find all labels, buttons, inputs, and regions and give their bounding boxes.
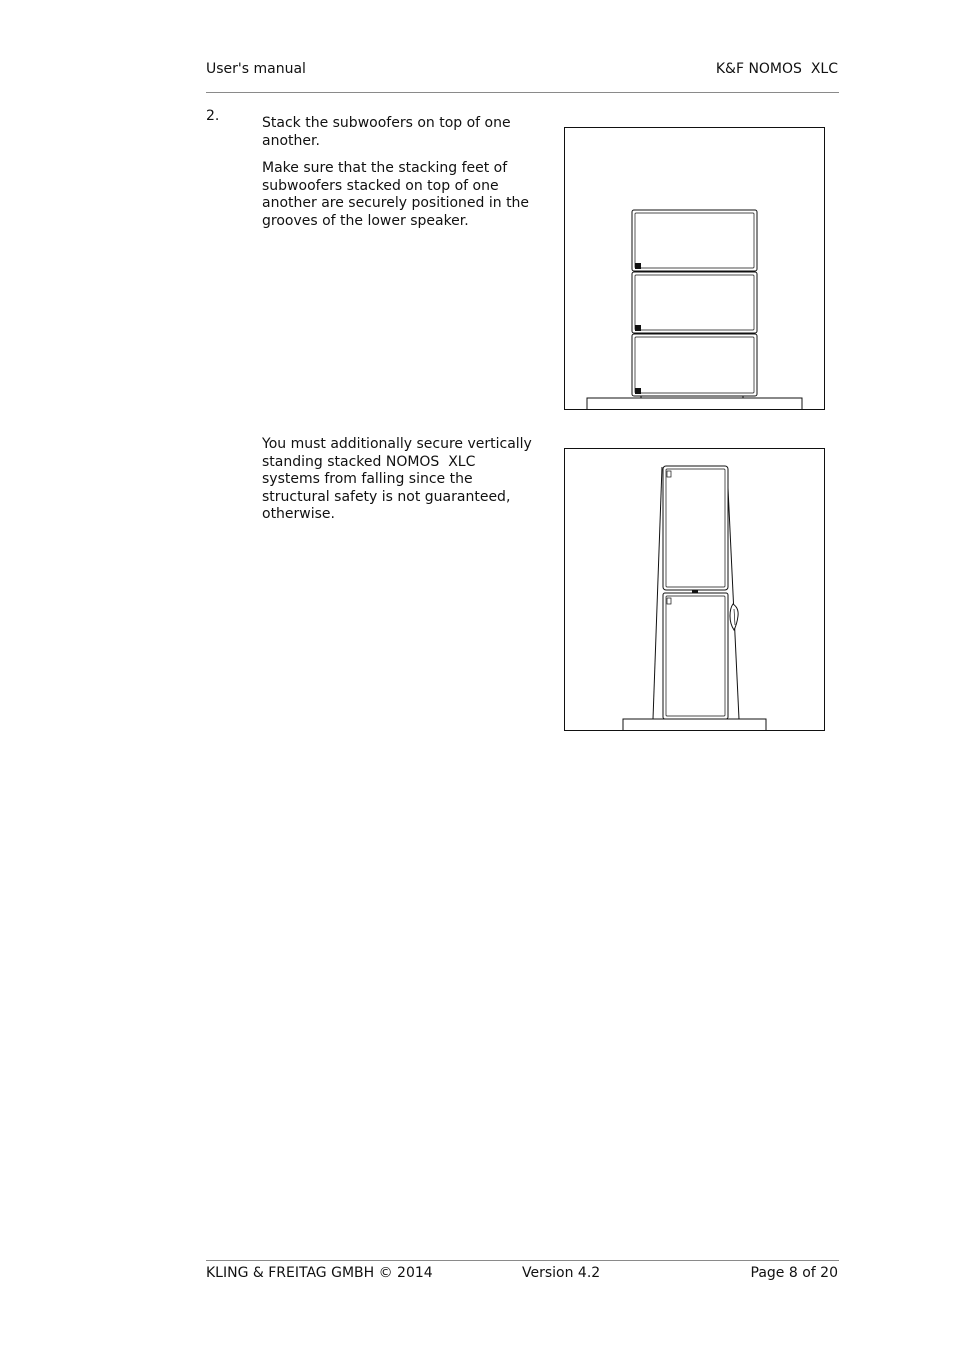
instruction-paragraph-stack: Stack the subwoofers on top of one another. bbox=[262, 115, 516, 149]
stacked-subwoofers-figure bbox=[564, 127, 825, 410]
footer-divider bbox=[206, 1260, 839, 1261]
vertical-stack-figure bbox=[564, 448, 825, 731]
stacked-subwoofers-drawing bbox=[565, 128, 824, 409]
footer-page-number: Page 8 of 20 bbox=[750, 1265, 838, 1281]
safety-note bbox=[262, 436, 537, 534]
step-number: 2. bbox=[206, 108, 220, 124]
safety-note-paragraph: You must additionally secure vertically standing stacked NOMOS XLC systems from falling since the structural safety is not guaranteed, otherwise. bbox=[262, 436, 537, 522]
vertical-stack-drawing bbox=[565, 449, 824, 730]
step-instructions bbox=[262, 115, 532, 240]
header-title: User's manual bbox=[206, 61, 306, 77]
header-divider bbox=[206, 92, 839, 93]
header-product: K&F NOMOS XLC bbox=[715, 61, 838, 77]
footer-company: KLING & FREITAG GMBH © 2014 bbox=[206, 1265, 433, 1281]
footer-version: Version 4.2 bbox=[522, 1265, 601, 1281]
instruction-paragraph-feet: Make sure that the stacking feet of subwoofers stacked on top of one another are securely positioned in the grooves of the lower speaker. bbox=[262, 160, 534, 229]
